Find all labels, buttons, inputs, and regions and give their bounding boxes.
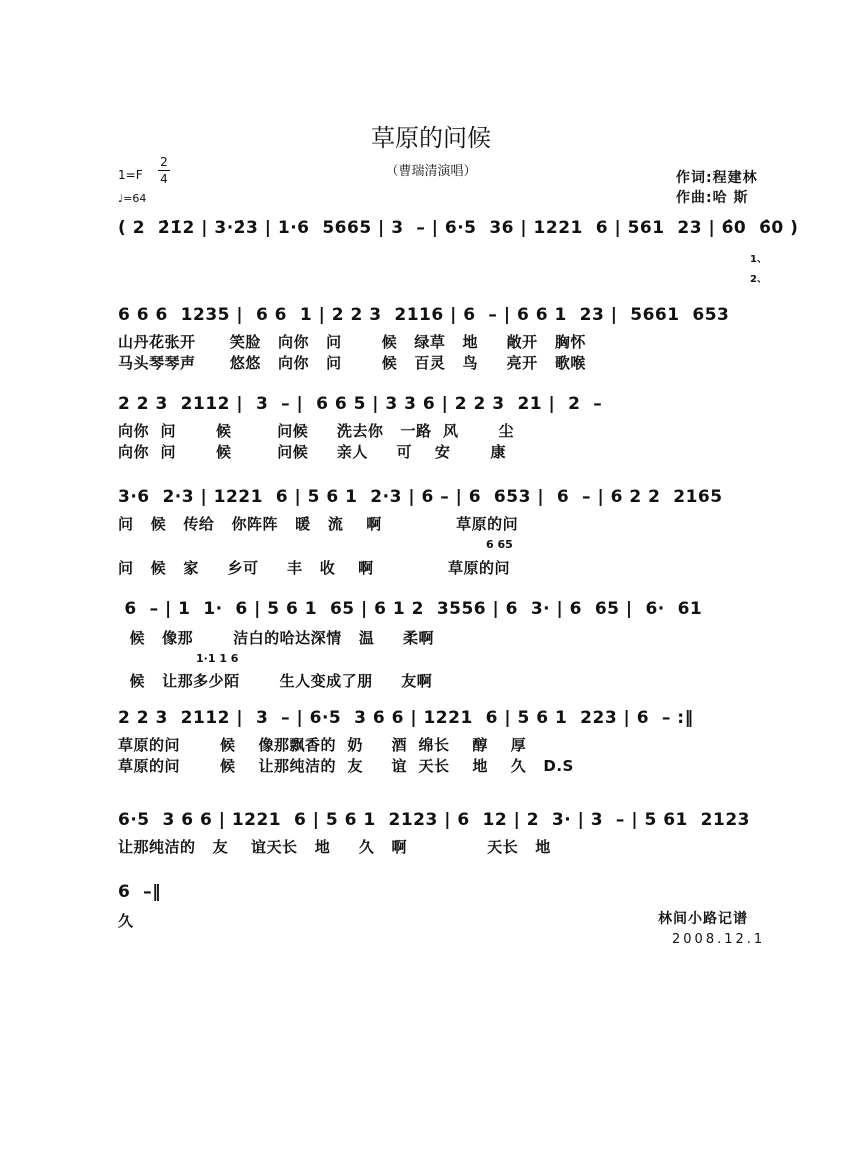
verse-mark-1: 1、 xyxy=(750,254,767,265)
notes-line-3: 2 2 3 2112 | 3 – | 6 6 5 | 3 3 6 | 2 2 3 21 | 2 – xyxy=(118,394,603,414)
verse-mark-2: 2、 xyxy=(750,274,767,285)
notes-line-4: 3·6 2·3 | 1221 6 | 5 6 1 2·3 | 6 – | 6 653 | 6 – | 6 2 2 2165 xyxy=(118,487,723,507)
page-title: 草原的问候 xyxy=(371,124,491,152)
lyric-line-3-verse-1: 向你 问 候 问候 洗去你 一路 风 尘 xyxy=(118,422,515,440)
sub-notes-2: 1·1 1 6 xyxy=(196,652,239,665)
meter-top: 2 xyxy=(160,155,168,169)
transcription-date: 2008.12.1 xyxy=(672,932,766,947)
transcriber-credit: 林间小路记谱 xyxy=(658,911,748,927)
notes-line-7: 6·5 3 6 6 | 1221 6 | 5 6 1 2123 | 6 12 | 2 3· | 3 – | 5 61 2123 xyxy=(118,810,751,830)
lyric-line-6-verse-1: 草原的问 候 像那飘香的 奶 酒 绵长 醇 厚 xyxy=(118,736,527,754)
subtitle: （曹瑞清演唱） xyxy=(385,164,477,179)
meter-bottom: 4 xyxy=(160,172,168,186)
lyric-line-5-verse-1: 候 像那 洁白的哈达深情 温 柔啊 xyxy=(118,629,434,647)
sub-notes-1: 6 65 xyxy=(486,538,513,551)
notes-line-1: ( 2 2̇1̇2 | 3·2̇3 | 1·6 5665 | 3 – | 6·5 36 | 1221 6 | 561 23 | 6̂0 6̂0 ) xyxy=(118,218,799,238)
lyric-line-3-verse-2: 向你 问 候 问候 亲人 可 安 康 xyxy=(118,443,506,461)
lyric-line-4-verse-1: 问 候 传给 你阵阵 暖 流 啊 草原的问 xyxy=(118,515,519,533)
meter-divider xyxy=(158,170,170,171)
notes-line-6: 2 2 3 2112 | 3 – | 6·5 3 6 6 | 1221 6 | 5 6 1 223 | 6 – :‖ xyxy=(118,708,694,728)
notes-line-2: 6 6 6 1235 | 6 6 1 | 2 2 3 2116 | 6 – | 6 6 1 23 | 5661 653 xyxy=(118,305,730,325)
lyric-line-8: 久 xyxy=(118,912,134,930)
notes-line-8: 6 –‖ xyxy=(118,882,162,902)
lyric-line-7: 让那纯洁的 友 谊天长 地 久 啊 天长 地 xyxy=(118,838,551,856)
lyric-line-5-verse-2: 候 让那多少陌 生人变成了朋 友啊 xyxy=(118,672,433,690)
lyric-line-6-verse-2: 草原的问 候 让那纯洁的 友 谊 天长 地 久 D.S xyxy=(118,757,574,775)
tempo-marking: ♩=64 xyxy=(118,192,147,205)
key-signature: 1=F xyxy=(118,168,143,182)
lyricist-credit: 作词:程建林 xyxy=(676,170,758,186)
score-line-1 xyxy=(118,218,799,250)
composer-credit: 作曲:哈 斯 xyxy=(676,190,749,206)
lyric-line-2-verse-1: 山丹花张开 笑脸 向你 问 候 绿草 地 敞开 胸怀 xyxy=(118,333,586,351)
lyric-line-2-verse-2: 马头琴琴声 悠悠 向你 问 候 百灵 鸟 亮开 歌喉 xyxy=(118,354,586,372)
notes-line-5: 6 – | 1 1· 6 | 5 6 1 65 | 6 1 2 3556 | 6 3· | 6 65 | 6· 61 xyxy=(118,599,703,619)
time-signature xyxy=(158,155,170,186)
lyric-line-4-verse-2: 问 候 家 乡可 丰 收 啊 草原的问 xyxy=(118,559,510,577)
